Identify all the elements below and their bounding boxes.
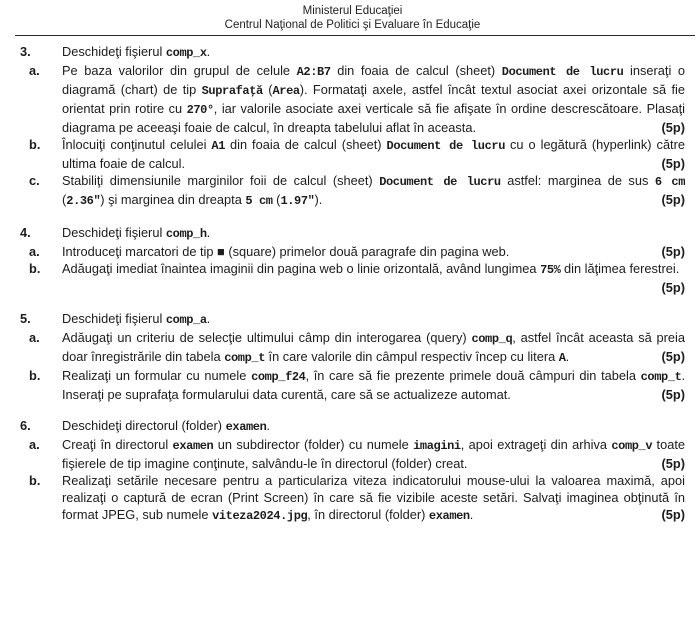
subtask-letter: b. — [29, 137, 41, 152]
text-segment: Deschideţi fişierul — [62, 225, 166, 240]
text-segment: Adăugaţi un criteriu de selecţie ultimului câmp din interogarea (query) — [62, 330, 472, 345]
text-segment: Înlocuiţi conţinutul celulei — [62, 137, 212, 152]
task-row — [20, 310, 685, 329]
points-badge: (5p) — [661, 387, 685, 402]
subtask-text — [62, 172, 685, 210]
subtask-letter: b. — [29, 473, 41, 488]
code-term: 2.36″ — [66, 194, 101, 208]
text-segment: Deschideţi fişierul — [62, 311, 166, 326]
text-segment: din foaia de calcul (sheet) — [225, 137, 387, 152]
code-term: Document de lucru — [386, 139, 506, 153]
text-segment: , în care să fie prezente primele două câmpuri din tabela — [305, 368, 641, 383]
code-term: comp_v — [611, 439, 653, 453]
code-term: examen — [225, 420, 267, 434]
subtask-letter: a. — [29, 244, 40, 259]
task-intro — [62, 43, 685, 62]
task-number: 6. — [20, 418, 31, 433]
document-header — [20, 4, 685, 32]
code-term: examen — [172, 439, 214, 453]
text-segment: ( — [262, 82, 273, 97]
subtask-row — [20, 260, 685, 296]
task-intro — [62, 417, 685, 436]
task-5 — [20, 310, 685, 403]
code-term: comp_f24 — [251, 370, 306, 384]
text-segment: . — [266, 418, 270, 433]
code-term: 1.97″ — [280, 194, 315, 208]
text-segment: ( — [62, 192, 67, 207]
text-segment: în care valorile din câmpul respectiv încep cu litera — [265, 349, 559, 364]
header-divider — [15, 35, 695, 36]
subtask-text — [62, 472, 685, 525]
code-term: 75% — [540, 263, 561, 277]
header-ministry-line: Ministerul Educaţiei — [302, 5, 403, 17]
text-segment: toate fişierele de tip imagine conţinute, salvându-le în directorul (folder) creat. — [62, 437, 685, 471]
text-segment: un subdirector (folder) cu numele — [213, 437, 414, 452]
points-badge: (5p) — [661, 156, 685, 171]
subtask-letter: b. — [29, 261, 41, 276]
text-segment: Introduceţi marcatori de tip ■ (square) primelor două paragrafe din pagina web. — [62, 244, 510, 259]
text-segment: Realizaţi setările necesare pentru a particulariza viteza indicatorului mouse-ului la valoarea maximă, apoi realizaţi o captură de ecran (Print Screen) în care să fie vizibile aceste setări. Salvaţi imaginea obţinută în format JPEG, sub numele — [62, 473, 685, 522]
text-segment: . — [206, 44, 211, 59]
text-segment: . — [206, 225, 211, 240]
text-segment: ). Formataţi axele, astfel încât textul asociat axei orizontale să fie orientat prin rotire cu — [62, 82, 685, 116]
text-segment: Deschideţi directorul (folder) — [62, 418, 226, 433]
text-segment: inseraţi o diagramă (chart) de tip — [62, 63, 685, 97]
subtask-letter: c. — [29, 173, 40, 188]
points-badge: (5p) — [661, 120, 685, 135]
subtask-row — [20, 472, 685, 525]
text-segment: . — [206, 311, 211, 326]
task-number: 4. — [20, 225, 31, 240]
code-term: comp_t — [640, 370, 682, 384]
code-term: 270° — [186, 103, 214, 117]
subtask-text — [62, 260, 685, 296]
subtask-letter: a. — [29, 437, 40, 452]
points-badge: (5p) — [661, 456, 685, 471]
task-list — [20, 43, 685, 525]
subtask-row — [20, 329, 685, 367]
text-segment: Stabiliţi dimensiunile marginilor foii de calcul (sheet) — [62, 173, 380, 188]
task-6 — [20, 417, 685, 525]
subtask-row — [20, 136, 685, 172]
text-segment: , iar valorile asociate axei verticale să fie afişate în ordine descrescătoare. Plasaţi diagrama pe aceeaşi foaie de calcul, în dreapta tabelului aflat în aceasta. — [62, 101, 685, 135]
subtask-letter: a. — [29, 330, 40, 345]
text-segment: , astfel încât aceasta să preia doar înregistrările din tabela — [62, 330, 685, 364]
task-3 — [20, 43, 685, 210]
subtask-row — [20, 367, 685, 403]
task-4 — [20, 224, 685, 296]
code-term: imagini — [413, 439, 461, 453]
points-badge: (5p) — [661, 192, 685, 207]
text-segment: ) şi marginea din dreapta — [100, 192, 246, 207]
text-segment: din lăţimea ferestrei. — [560, 261, 680, 276]
subtask-text — [62, 436, 685, 472]
subtask-row — [20, 436, 685, 472]
code-term: A — [558, 351, 566, 365]
code-term: comp_h — [165, 227, 207, 241]
code-term: Document de lucru — [501, 65, 624, 79]
text-segment: ). — [314, 192, 323, 207]
task-row — [20, 224, 685, 243]
subtask-text — [62, 367, 685, 403]
points-badge: (5p) — [661, 280, 685, 295]
text-segment: Realizaţi un formular cu numele — [62, 368, 252, 383]
task-number: 3. — [20, 44, 31, 59]
text-segment: Pe baza valorilor din grupul de celule — [62, 63, 297, 78]
text-segment: , în directorul (folder) — [307, 507, 429, 522]
text-segment: ( — [272, 192, 281, 207]
text-segment: din foaia de calcul (sheet) — [330, 63, 502, 78]
subtask-text — [62, 136, 685, 172]
points-badge: (5p) — [661, 244, 685, 259]
task-row — [20, 417, 685, 436]
task-intro — [62, 224, 685, 243]
subtask-text — [62, 62, 685, 136]
code-term: A1 — [211, 139, 226, 153]
code-term: 6 cm — [654, 175, 686, 189]
subtask-letter: b. — [29, 368, 41, 383]
text-segment: , apoi extrageţi din arhiva — [460, 437, 612, 452]
text-segment: . Inseraţi pe suprafaţa formularului data curentă, care să se actualizeze automat. — [62, 368, 685, 402]
task-number: 5. — [20, 311, 31, 326]
task-intro — [62, 310, 685, 329]
code-term: viteza2024.jpg — [212, 509, 308, 523]
text-segment: astfel: marginea de sus — [500, 173, 655, 188]
subtask-text — [62, 243, 685, 260]
subtask-row — [20, 243, 685, 260]
text-segment: Deschideţi fişierul — [62, 44, 166, 59]
code-term: comp_x — [165, 46, 207, 60]
code-term: comp_q — [471, 332, 513, 346]
points-badge: (5p) — [661, 349, 685, 364]
code-term: comp_t — [224, 351, 265, 365]
subtask-letter: a. — [29, 63, 40, 78]
code-term: Suprafaţă — [201, 84, 263, 98]
text-segment: cu o legătură (hyperlink) către ultima foaie de calcul. — [62, 137, 685, 171]
header-center-line: Centrul Naţional de Politici şi Evaluare în Educaţie — [224, 19, 481, 31]
points-badge: (5p) — [661, 507, 685, 522]
task-row — [20, 43, 685, 62]
code-term: comp_a — [165, 313, 207, 327]
subtask-row — [20, 172, 685, 210]
code-term: Document de lucru — [379, 175, 501, 189]
code-term: examen — [428, 509, 470, 523]
text-segment: . — [565, 349, 570, 364]
code-term: A2:B7 — [296, 65, 331, 79]
code-term: 5 cm — [245, 194, 273, 208]
code-term: Area — [272, 84, 300, 98]
text-segment: Creaţi în directorul — [62, 437, 173, 452]
text-segment: . — [469, 507, 474, 522]
subtask-text — [62, 329, 685, 367]
subtask-row — [20, 62, 685, 136]
text-segment: Adăugaţi imediat înaintea imaginii din pagina web o linie orizontală, având lungimea — [62, 261, 541, 276]
